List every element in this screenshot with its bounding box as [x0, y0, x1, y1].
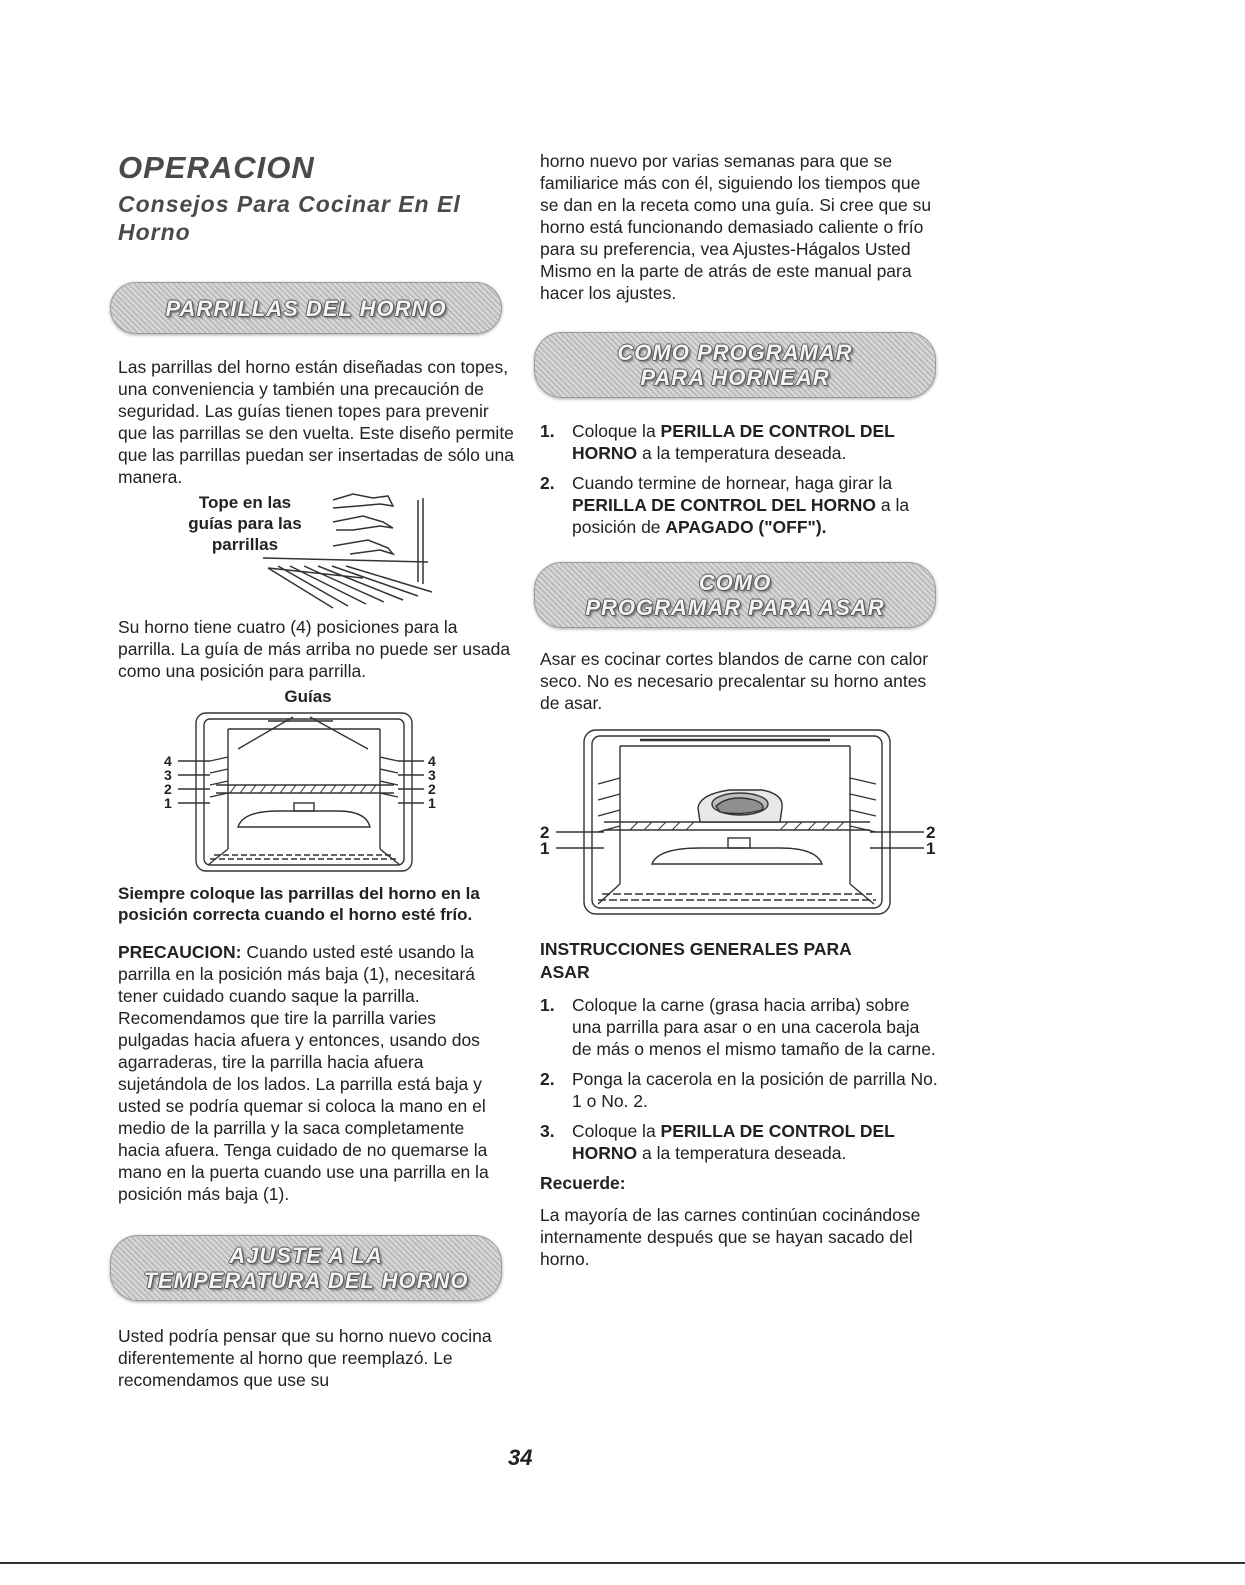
broil-position-label-right-2: 2 — [926, 823, 936, 842]
oven-rack-positions-illustration — [118, 709, 518, 877]
rack-position-label-left-1: 1 — [164, 795, 172, 811]
right-column — [540, 150, 960, 1270]
bake-step-bold: PERILLA DE CONTROL DEL HORNO — [572, 495, 876, 515]
racks-banner — [110, 282, 502, 334]
temperature-text-left: Usted podría pensar que su horno nuevo cocina diferentemente al horno que reemplazó. Le recomendamos que use su — [118, 1326, 492, 1390]
rack-stop-label-line-2: guías para las — [188, 514, 302, 533]
broil-position-label-left-1: 1 — [540, 839, 550, 858]
bake-step — [540, 420, 940, 464]
racks-intro: Las parrillas del horno están diseñadas con topes, una conveniencia y también una precaución de seguridad. Las guías tienen topes para prevenir que las parrillas se den vuelta. Este diseño permite que las parrillas puedan ser insertadas de sólo una manera. — [118, 357, 514, 487]
caution-paragraph — [118, 941, 498, 1205]
broil-step — [540, 1120, 940, 1164]
broil-step-text: Coloque la — [572, 1121, 661, 1141]
bake-step-number: 2. — [540, 473, 555, 493]
bake-banner-label: COMO PROGRAMAR PARA HORNEAR — [617, 340, 853, 390]
broil-banner-label: COMO PROGRAMAR PARA ASAR — [585, 570, 885, 620]
broil-illustration — [540, 724, 960, 920]
rack-position-label-right-1: 1 — [428, 795, 436, 811]
broil-step-number: 1. — [540, 995, 555, 1015]
caution-label: PRECAUCION: — [118, 942, 242, 962]
bake-step-text: a la posición de — [572, 495, 910, 537]
rack-warning-caption: Siempre coloque las parrillas del horno en la posición correcta cuando el horno esté frío. — [118, 884, 480, 924]
guides-label: Guías — [284, 687, 332, 706]
oven-rack-positions-figure — [118, 709, 518, 877]
temperature-banner — [110, 1235, 502, 1301]
racks-banner-label: PARRILLAS DEL HORNO — [165, 295, 447, 321]
rack-stop-illustration — [118, 492, 518, 610]
rack-position-label-left-3: 3 — [164, 767, 172, 783]
left-column — [118, 150, 518, 1391]
bake-step-text: Cuando termine de hornear, haga girar la — [572, 473, 893, 493]
broil-step-text: Coloque la carne (grasa hacia arriba) sobre una parrilla para asar o en una cacerola baja de más o menos el mismo tamaño de la carne. — [572, 995, 936, 1059]
broil-step — [540, 1068, 940, 1112]
rack-position-label-right-4: 4 — [428, 753, 436, 769]
page-title: OPERACION — [118, 150, 315, 185]
caution-text: Cuando usted esté usando la parrilla en la posición más baja (1), necesitará tener cuidado cuando saque la parrilla. Recomendamos que tire la parrilla varies pulgadas hacia afuera y entonces, usando dos agarraderas, tire la parrilla hacia afuera sujetándola de los lados. La parrilla está baja y usted se podría quemar si coloca la mano en el medio de la parrilla y la saca completamente hacia afuera. Tenga cuidado de no quemarse la mano en la puerta cuando use una parrilla en la posición más baja (1). — [118, 942, 489, 1204]
broil-step-number: 2. — [540, 1069, 555, 1089]
rack-position-label-left-4: 4 — [164, 753, 172, 769]
broil-position-label-right-1: 1 — [926, 839, 936, 858]
bottom-rule — [0, 1562, 1245, 1564]
broil-intro: Asar es cocinar cortes blandos de carne con calor seco. No es necesario precalentar su horno antes de asar. — [540, 649, 929, 713]
broil-banner — [534, 562, 936, 628]
rack-position-label-right-2: 2 — [428, 781, 436, 797]
temperature-banner-label: AJUSTE A LA TEMPERATURA DEL HORNO — [143, 1243, 469, 1293]
bake-step-bold: PERILLA DE CONTROL DEL HORNO — [572, 421, 895, 463]
remember-text: La mayoría de las carnes continúan cocinándose internamente después que se hayan sacado del horno. — [540, 1205, 921, 1269]
temperature-text-right: horno nuevo por varias semanas para que se familiarice más con él, siguiendo los tiempos que se dan en la receta como una guía. Si cree que su horno está funcionando demasiado caliente o frío para su preferencia, vea Ajustes-Hágalos Usted Mismo en la parte de atrás de este manual para hacer los ajustes. — [540, 151, 932, 303]
bake-step-text: Coloque la — [572, 421, 661, 441]
broil-figure — [540, 724, 960, 920]
broil-step-bold: PERILLA DE CONTROL DEL HORNO — [572, 1121, 895, 1163]
bake-step-bold: APAGADO ("OFF"). — [665, 517, 827, 537]
broil-step-number: 3. — [540, 1121, 555, 1141]
broil-position-label-left-2: 2 — [540, 823, 550, 842]
rack-stop-label-line-3: parrillas — [211, 535, 279, 554]
broil-step-text: Ponga la cacerola en la posición de parrilla No. 1 o No. 2. — [572, 1069, 938, 1111]
rack-stop-figure — [118, 492, 518, 610]
broil-instructions-title: INSTRUCCIONES GENERALES PARA ASAR — [540, 939, 852, 982]
rack-stop-label-line-1: Tope en las — [198, 493, 292, 512]
bake-banner — [534, 332, 936, 398]
bake-steps — [540, 420, 940, 538]
bake-step-text: a la temperatura deseada. — [637, 443, 847, 463]
broil-step-text: a la temperatura deseada. — [637, 1143, 847, 1163]
rack-positions-text: Su horno tiene cuatro (4) posiciones para la parrilla. La guía de más arriba no puede ser usada como una posición para parrilla. — [118, 617, 511, 681]
bake-step — [540, 472, 940, 538]
page-number: 34 — [508, 1445, 533, 1470]
remember-label: Recuerde: — [540, 1173, 626, 1193]
broil-steps — [540, 994, 940, 1164]
rack-position-label-left-2: 2 — [164, 781, 172, 797]
broil-step — [540, 994, 940, 1060]
bake-step-number: 1. — [540, 421, 555, 441]
page-subtitle: Consejos Para Cocinar En El Horno — [118, 191, 461, 245]
rack-position-label-right-3: 3 — [428, 767, 436, 783]
